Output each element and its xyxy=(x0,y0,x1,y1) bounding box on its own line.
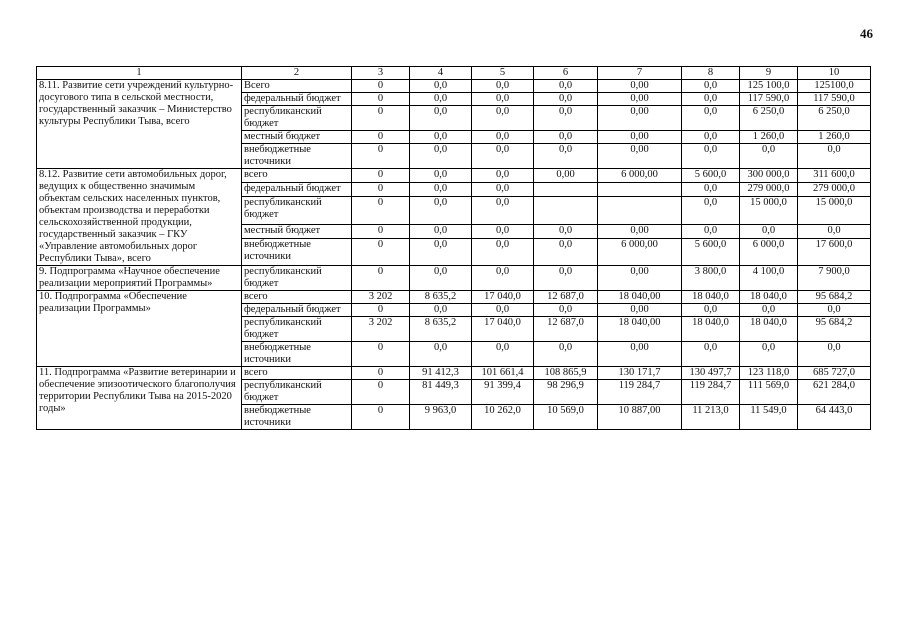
value-cell: 5 600,0 xyxy=(682,169,740,183)
value-cell: 0,0 xyxy=(534,106,598,131)
value-cell: 0 xyxy=(352,224,410,238)
value-cell: 0,0 xyxy=(410,106,472,131)
value-cell: 0 xyxy=(352,380,410,405)
value-cell: 0 xyxy=(352,144,410,169)
funding-source: всего xyxy=(242,291,352,304)
program-title: 8.11. Развитие сети учреждений культурно-досугового типа в сельской местности, государственный заказчик – Министерство культуры Республики Тыва, всего xyxy=(37,80,242,169)
value-cell: 0,0 xyxy=(472,304,534,317)
value-cell: 0,0 xyxy=(534,238,598,265)
value-cell: 279 000,0 xyxy=(798,183,871,197)
column-header: 4 xyxy=(410,67,472,80)
value-cell: 0,0 xyxy=(740,342,798,367)
value-cell: 279 000,0 xyxy=(740,183,798,197)
funding-source: федеральный бюджет xyxy=(242,183,352,197)
value-cell: 6 000,0 xyxy=(740,238,798,265)
value-cell: 0,0 xyxy=(410,131,472,144)
value-cell: 17 040,0 xyxy=(472,317,534,342)
value-cell: 10 262,0 xyxy=(472,405,534,430)
value-cell: 95 684,2 xyxy=(798,291,871,304)
value-cell: 0,00 xyxy=(598,304,682,317)
value-cell: 0,0 xyxy=(472,131,534,144)
value-cell: 0,00 xyxy=(598,144,682,169)
value-cell: 0,0 xyxy=(472,144,534,169)
table-row xyxy=(37,291,871,304)
funding-source: республиканский бюджет xyxy=(242,380,352,405)
value-cell: 0,0 xyxy=(534,93,598,106)
value-cell: 685 727,0 xyxy=(798,367,871,380)
value-cell: 15 000,0 xyxy=(798,197,871,224)
value-cell: 0,0 xyxy=(410,144,472,169)
value-cell: 0 xyxy=(352,80,410,93)
value-cell: 0,0 xyxy=(534,80,598,93)
value-cell: 0,0 xyxy=(798,304,871,317)
value-cell: 101 661,4 xyxy=(472,367,534,380)
value-cell: 0 xyxy=(352,342,410,367)
value-cell: 0,00 xyxy=(598,342,682,367)
value-cell: 119 284,7 xyxy=(682,380,740,405)
value-cell: 125 100,0 xyxy=(740,80,798,93)
funding-source: всего xyxy=(242,169,352,183)
value-cell: 15 000,0 xyxy=(740,197,798,224)
value-cell: 18 040,00 xyxy=(598,291,682,304)
value-cell: 0 xyxy=(352,266,410,291)
column-header: 7 xyxy=(598,67,682,80)
column-header: 5 xyxy=(472,67,534,80)
value-cell: 17 040,0 xyxy=(472,291,534,304)
value-cell xyxy=(598,183,682,197)
column-header: 9 xyxy=(740,67,798,80)
value-cell: 3 202 xyxy=(352,291,410,304)
funding-source: республиканский бюджет xyxy=(242,266,352,291)
value-cell: 91 412,3 xyxy=(410,367,472,380)
value-cell: 0,0 xyxy=(472,197,534,224)
program-title: 11. Подпрограмма «Развитие ветеринарии и обеспечение эпизоотического благополучия территории Республики Тыва на 2015-2020 годы» xyxy=(37,367,242,430)
value-cell: 0,0 xyxy=(472,238,534,265)
value-cell: 0,0 xyxy=(740,304,798,317)
value-cell: 0,0 xyxy=(682,80,740,93)
value-cell: 0,0 xyxy=(534,304,598,317)
value-cell: 98 296,9 xyxy=(534,380,598,405)
value-cell: 0,0 xyxy=(410,224,472,238)
value-cell xyxy=(598,197,682,224)
funding-source: республиканский бюджет xyxy=(242,197,352,224)
funding-source: федеральный бюджет xyxy=(242,93,352,106)
value-cell: 0 xyxy=(352,197,410,224)
value-cell: 0,00 xyxy=(598,80,682,93)
value-cell: 0,0 xyxy=(798,224,871,238)
value-cell: 0,0 xyxy=(410,342,472,367)
value-cell: 81 449,3 xyxy=(410,380,472,405)
column-header: 6 xyxy=(534,67,598,80)
value-cell: 0,0 xyxy=(472,266,534,291)
funding-source: местный бюджет xyxy=(242,224,352,238)
value-cell: 18 040,00 xyxy=(598,317,682,342)
value-cell: 0,0 xyxy=(534,131,598,144)
value-cell: 0 xyxy=(352,405,410,430)
value-cell: 117 590,0 xyxy=(798,93,871,106)
value-cell: 0,0 xyxy=(410,183,472,197)
value-cell: 0,0 xyxy=(472,106,534,131)
value-cell: 0,0 xyxy=(534,144,598,169)
value-cell: 621 284,0 xyxy=(798,380,871,405)
value-cell: 17 600,0 xyxy=(798,238,871,265)
value-cell: 0,0 xyxy=(410,169,472,183)
value-cell xyxy=(534,197,598,224)
value-cell: 1 260,0 xyxy=(798,131,871,144)
value-cell: 8 635,2 xyxy=(410,291,472,304)
value-cell: 0,0 xyxy=(682,342,740,367)
value-cell: 91 399,4 xyxy=(472,380,534,405)
value-cell: 0,0 xyxy=(682,183,740,197)
value-cell: 3 202 xyxy=(352,317,410,342)
value-cell: 125100,0 xyxy=(798,80,871,93)
value-cell: 0,0 xyxy=(798,144,871,169)
budget-table xyxy=(36,66,871,430)
funding-source: внебюджетные источники xyxy=(242,405,352,430)
value-cell: 0,0 xyxy=(472,224,534,238)
table-row xyxy=(37,367,871,380)
column-header: 10 xyxy=(798,67,871,80)
value-cell: 311 600,0 xyxy=(798,169,871,183)
value-cell: 12 687,0 xyxy=(534,291,598,304)
value-cell: 0,0 xyxy=(740,224,798,238)
value-cell: 0,0 xyxy=(410,266,472,291)
value-cell: 0,00 xyxy=(598,106,682,131)
value-cell: 0 xyxy=(352,106,410,131)
value-cell: 0,00 xyxy=(534,169,598,183)
value-cell: 0,0 xyxy=(472,183,534,197)
value-cell: 0,00 xyxy=(598,131,682,144)
funding-source: Всего xyxy=(242,80,352,93)
value-cell: 111 569,0 xyxy=(740,380,798,405)
value-cell: 0,0 xyxy=(682,93,740,106)
value-cell: 18 040,0 xyxy=(740,317,798,342)
table-body xyxy=(37,80,871,430)
value-cell: 12 687,0 xyxy=(534,317,598,342)
value-cell: 6 000,00 xyxy=(598,169,682,183)
value-cell: 0,00 xyxy=(598,266,682,291)
table-row xyxy=(37,169,871,183)
funding-source: республиканский бюджет xyxy=(242,106,352,131)
value-cell: 0 xyxy=(352,304,410,317)
value-cell: 0,0 xyxy=(682,197,740,224)
value-cell: 1 260,0 xyxy=(740,131,798,144)
value-cell: 18 040,0 xyxy=(682,291,740,304)
value-cell: 4 100,0 xyxy=(740,266,798,291)
value-cell: 10 887,00 xyxy=(598,405,682,430)
value-cell: 7 900,0 xyxy=(798,266,871,291)
value-cell: 0,0 xyxy=(534,342,598,367)
value-cell: 6 250,0 xyxy=(740,106,798,131)
value-cell: 0,0 xyxy=(410,197,472,224)
value-cell: 130 497,7 xyxy=(682,367,740,380)
value-cell: 108 865,9 xyxy=(534,367,598,380)
value-cell: 10 569,0 xyxy=(534,405,598,430)
column-header: 8 xyxy=(682,67,740,80)
funding-source: внебюджетные источники xyxy=(242,144,352,169)
value-cell: 8 635,2 xyxy=(410,317,472,342)
value-cell: 0,0 xyxy=(682,304,740,317)
funding-source: местный бюджет xyxy=(242,131,352,144)
program-title: 9. Подпрограмма «Научное обеспечение реализации мероприятий Программы» xyxy=(37,266,242,291)
column-header: 2 xyxy=(242,67,352,80)
value-cell: 0,0 xyxy=(534,224,598,238)
value-cell: 0 xyxy=(352,183,410,197)
value-cell: 18 040,0 xyxy=(682,317,740,342)
value-cell: 0 xyxy=(352,93,410,106)
funding-source: федеральный бюджет xyxy=(242,304,352,317)
header-row xyxy=(37,67,871,80)
value-cell: 11 549,0 xyxy=(740,405,798,430)
funding-source: всего xyxy=(242,367,352,380)
value-cell: 0,0 xyxy=(472,93,534,106)
value-cell: 3 800,0 xyxy=(682,266,740,291)
column-header: 1 xyxy=(37,67,242,80)
value-cell: 0,0 xyxy=(410,238,472,265)
value-cell: 6 000,00 xyxy=(598,238,682,265)
value-cell: 5 600,0 xyxy=(682,238,740,265)
value-cell: 0 xyxy=(352,131,410,144)
funding-source: внебюджетные источники xyxy=(242,342,352,367)
value-cell: 11 213,0 xyxy=(682,405,740,430)
value-cell: 0,0 xyxy=(682,144,740,169)
value-cell: 123 118,0 xyxy=(740,367,798,380)
value-cell: 6 250,0 xyxy=(798,106,871,131)
value-cell: 95 684,2 xyxy=(798,317,871,342)
value-cell: 9 963,0 xyxy=(410,405,472,430)
value-cell: 0,0 xyxy=(410,93,472,106)
value-cell: 0,0 xyxy=(682,224,740,238)
value-cell: 0,0 xyxy=(798,342,871,367)
table-row xyxy=(37,266,871,291)
page-number: 46 xyxy=(860,26,873,41)
value-cell: 0,0 xyxy=(472,342,534,367)
value-cell: 117 590,0 xyxy=(740,93,798,106)
value-cell: 0,0 xyxy=(410,80,472,93)
value-cell: 0 xyxy=(352,238,410,265)
value-cell: 0,00 xyxy=(598,93,682,106)
funding-source: республиканский бюджет xyxy=(242,317,352,342)
value-cell: 300 000,0 xyxy=(740,169,798,183)
value-cell: 119 284,7 xyxy=(598,380,682,405)
value-cell: 0,0 xyxy=(534,266,598,291)
value-cell: 0,0 xyxy=(682,131,740,144)
value-cell: 0 xyxy=(352,367,410,380)
funding-source: внебюджетные источники xyxy=(242,238,352,265)
program-title: 10. Подпрограмма «Обеспечение реализации Программы» xyxy=(37,291,242,367)
program-title: 8.12. Развитие сети автомобильных дорог, ведущих к общественно значимым объектам сельских населенных пунктов, объектам производства и переработки сельскохозяйственной продукции, государственный заказчик – ГКУ «Управление автомобильных дорог Республики Тыва», всего xyxy=(37,169,242,266)
column-header: 3 xyxy=(352,67,410,80)
table-row xyxy=(37,80,871,93)
value-cell: 130 171,7 xyxy=(598,367,682,380)
value-cell: 0 xyxy=(352,169,410,183)
value-cell: 64 443,0 xyxy=(798,405,871,430)
value-cell: 0,0 xyxy=(472,169,534,183)
value-cell: 0,00 xyxy=(598,224,682,238)
value-cell: 0,0 xyxy=(472,80,534,93)
value-cell xyxy=(534,183,598,197)
value-cell: 0,0 xyxy=(682,106,740,131)
value-cell: 0,0 xyxy=(740,144,798,169)
value-cell: 0,0 xyxy=(410,304,472,317)
value-cell: 18 040,0 xyxy=(740,291,798,304)
